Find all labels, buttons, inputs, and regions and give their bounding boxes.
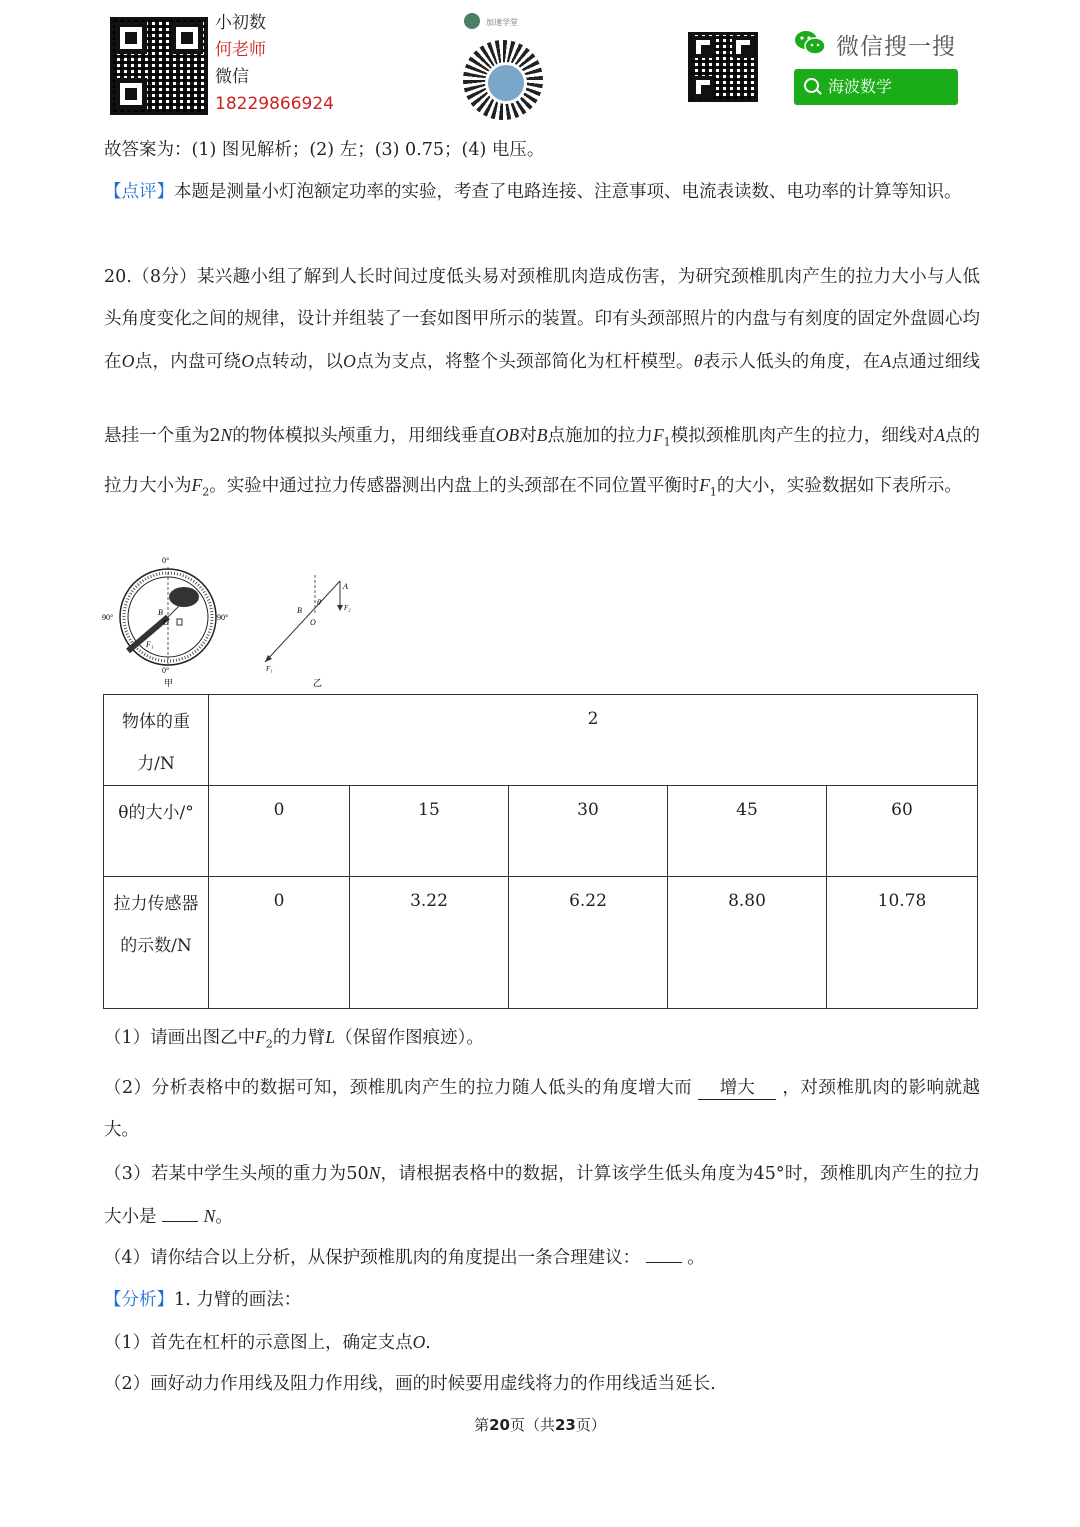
q4-text: （4）请你结合以上分析，从保护颈椎肌肉的角度提出一条合理建议：: [104, 1248, 641, 1268]
label-B-yi: B: [297, 606, 302, 615]
angle-cell: 15: [350, 786, 509, 877]
symbol-F: F: [255, 1027, 266, 1047]
analysis-step-1: [104, 1321, 980, 1364]
page-number: 20: [489, 1416, 510, 1434]
angle-cell: 0: [209, 786, 350, 877]
unit-N: N: [203, 1206, 216, 1226]
symbol-A: A: [934, 425, 945, 445]
search-icon: [804, 78, 819, 93]
q-text: 模拟颈椎肌肉产生的拉力，细线对: [670, 426, 935, 446]
q-text: 表示人低头的角度，在: [702, 352, 881, 372]
reading-cell: 3.22: [350, 877, 509, 1009]
q3-weight: 50: [346, 1164, 369, 1184]
label-0-bottom: 0°: [162, 666, 170, 675]
weight-value: 2: [209, 426, 221, 446]
answer-blank-4[interactable]: [646, 1262, 682, 1263]
q-text: 对: [519, 426, 537, 446]
label-F2: F₂: [344, 604, 351, 612]
q3-text: （3）若某中学生头颅的重力为: [104, 1164, 347, 1184]
mini-logo-icon: [464, 13, 480, 29]
subscript-1: 1: [663, 435, 671, 449]
q3-text: ，请根据表格中的数据，计算该学生低头角度为: [380, 1164, 754, 1184]
footer-text: 页）: [575, 1416, 606, 1434]
analysis-text: .: [425, 1333, 431, 1353]
question-20: [104, 256, 980, 513]
symbol-F: F: [699, 474, 710, 495]
reading-cell: 6.22: [509, 877, 668, 1009]
subquestion-1: [104, 1016, 980, 1066]
footer-text: 第: [474, 1416, 490, 1434]
page-header: [0, 0, 1080, 130]
reading-cell: 8.80: [668, 877, 827, 1009]
label-O: O: [163, 618, 169, 627]
row-header-weight: 物体的重力/N: [104, 695, 209, 786]
comment-text: 本题是测量小灯泡额定功率的实验，考查了电路连接、注意事项、电流表读数、电功率的计算等知识。: [174, 182, 962, 202]
weight-cell: 2: [209, 695, 978, 786]
q3-text: 。: [215, 1207, 233, 1227]
symbol-O: O: [241, 351, 254, 371]
footer-text: 页（共: [509, 1416, 555, 1434]
analysis-tag: 【分析】: [104, 1290, 174, 1310]
unit-N: N: [368, 1163, 381, 1183]
total-pages: 23: [555, 1416, 576, 1434]
table-row: [104, 877, 978, 1009]
angle-cell: 45: [668, 786, 827, 877]
q3-angle: 45°: [753, 1164, 785, 1184]
comment-tag: 【点评】: [104, 182, 174, 202]
q2-text: （2）分析表格中的数据可知，颈椎肌肉产生的拉力随人低头的角度增大而: [104, 1078, 693, 1098]
symbol-O: O: [343, 351, 356, 371]
comment-block: [104, 171, 980, 213]
symbol-L: L: [325, 1027, 336, 1047]
small-caption: 加速学堂: [486, 18, 518, 27]
q-text: 某兴趣小组了解到人长时间过度低头易对颈椎肌肉造成伤害，为研究颈椎肌肉产生的拉力大小与人低头角度变化之间的规律，设计并组装了一套如图甲所示的装置。印有头颈部照片的内盘与有刻度的固定外盘圆心均在: [104, 267, 980, 372]
label-90-right: 90°: [217, 613, 229, 622]
label-90-left: 90°: [102, 613, 114, 622]
analysis-text: （1）首先在杠杆的示意图上，确定支点: [104, 1333, 413, 1353]
label-B: B: [158, 608, 163, 617]
q3-text: 时，颈椎肌肉产生的拉力大小是: [104, 1164, 981, 1227]
contact-phone: 18229866924: [215, 94, 334, 114]
analysis-step-2: （2）画好动力作用线及阻力作用线，画的时候要用虚线将力的作用线适当延长.: [104, 1374, 716, 1394]
table-row: [104, 695, 978, 786]
contact-line-2: 何老师: [215, 40, 266, 60]
subscript-2: 2: [202, 485, 210, 498]
teacher-contact: [215, 10, 334, 118]
q1-text: （保留作图痕迹）。: [335, 1028, 484, 1048]
q-text: 点为支点，将整个头颈部简化为杠杆模型。: [355, 352, 694, 372]
q-text: 的物体模拟头颅重力，用细线垂直: [232, 426, 496, 446]
symbol-F: F: [652, 425, 664, 445]
wechat-search-button[interactable]: [794, 69, 958, 105]
reading-cell: 10.78: [827, 877, 978, 1009]
symbol-theta: θ: [693, 351, 703, 371]
analysis-text: 1. 力臂的画法：: [174, 1290, 302, 1310]
wechat-search-text: 微信搜一搜: [836, 34, 956, 60]
data-table: [103, 694, 978, 1009]
label-F1: F₁: [146, 640, 154, 649]
unit-N: N: [220, 425, 233, 445]
q-text: 点通过细线悬挂一个重为: [104, 352, 981, 446]
contact-line-1: 小初数: [215, 13, 266, 33]
q2-text: ，对颈椎肌肉的影响就越大。: [104, 1078, 980, 1140]
angle-cell: 30: [509, 786, 668, 877]
angle-cell: 60: [827, 786, 978, 877]
subquestion-3: [104, 1152, 980, 1238]
label-F1-yi: F₁: [266, 665, 273, 673]
symbol-O: O: [121, 351, 135, 371]
mini-program-code[interactable]: [463, 40, 543, 120]
label-jia: 甲: [164, 678, 174, 688]
figure-jia: [102, 556, 228, 688]
contact-line-3: 微信: [215, 67, 249, 87]
reading-cell: 0: [209, 877, 350, 1009]
q-text: 点转动，以: [254, 352, 344, 372]
label-A: A: [343, 582, 348, 591]
page-footer: [0, 1414, 1080, 1435]
symbol-A: A: [880, 351, 892, 371]
experiment-figure: [100, 555, 360, 690]
analysis-heading: [104, 1279, 980, 1321]
subquestion-4: [104, 1237, 980, 1279]
q1-text: 的力臂: [272, 1028, 326, 1048]
label-yi: 乙: [313, 678, 323, 688]
label-0-top: 0°: [162, 556, 170, 565]
table-row: [104, 786, 978, 877]
subscript-1: 1: [709, 485, 717, 498]
symbol-OB: OB: [495, 425, 520, 445]
figure-yi: [265, 575, 351, 688]
q-text: 。实验中通过拉力传感器测出内盘上的头颈部在不同位置平衡时: [209, 475, 700, 496]
row-header-reading: 拉力传感器的示数/N: [104, 877, 209, 1009]
wechat-icon: [794, 30, 826, 56]
subquestion-2: [104, 1067, 980, 1151]
label-O-yi: O: [310, 618, 316, 627]
answer-blank-2[interactable]: 增大: [698, 1077, 776, 1100]
qr-code-teacher[interactable]: [110, 17, 208, 115]
question-number: 20.（8分）: [104, 267, 197, 287]
symbol-B: B: [536, 425, 548, 445]
answer-blank-3[interactable]: [162, 1221, 198, 1222]
symbol-O: O: [412, 1332, 426, 1352]
subscript-2: 2: [265, 1037, 273, 1051]
qr-code-official[interactable]: [688, 32, 758, 102]
row-header-angle: θ的大小/°: [104, 786, 209, 877]
q-text: 的大小，实验数据如下表所示。: [716, 475, 962, 496]
q4-text: 。: [687, 1248, 705, 1268]
q1-text: （1）请画出图乙中: [104, 1028, 256, 1048]
symbol-F: F: [191, 474, 203, 495]
label-theta: θ: [317, 598, 321, 607]
wechat-button-label: 海波数学: [828, 77, 893, 96]
q-text: 点施加的拉力: [547, 426, 653, 446]
q-text: 点，内盘可绕: [134, 352, 242, 372]
answer-line: 故答案为：(1) 图见解析；(2) 左；(3) 0.75；(4) 电压。: [104, 140, 545, 160]
q-text: 点的拉力大小为: [104, 426, 981, 496]
